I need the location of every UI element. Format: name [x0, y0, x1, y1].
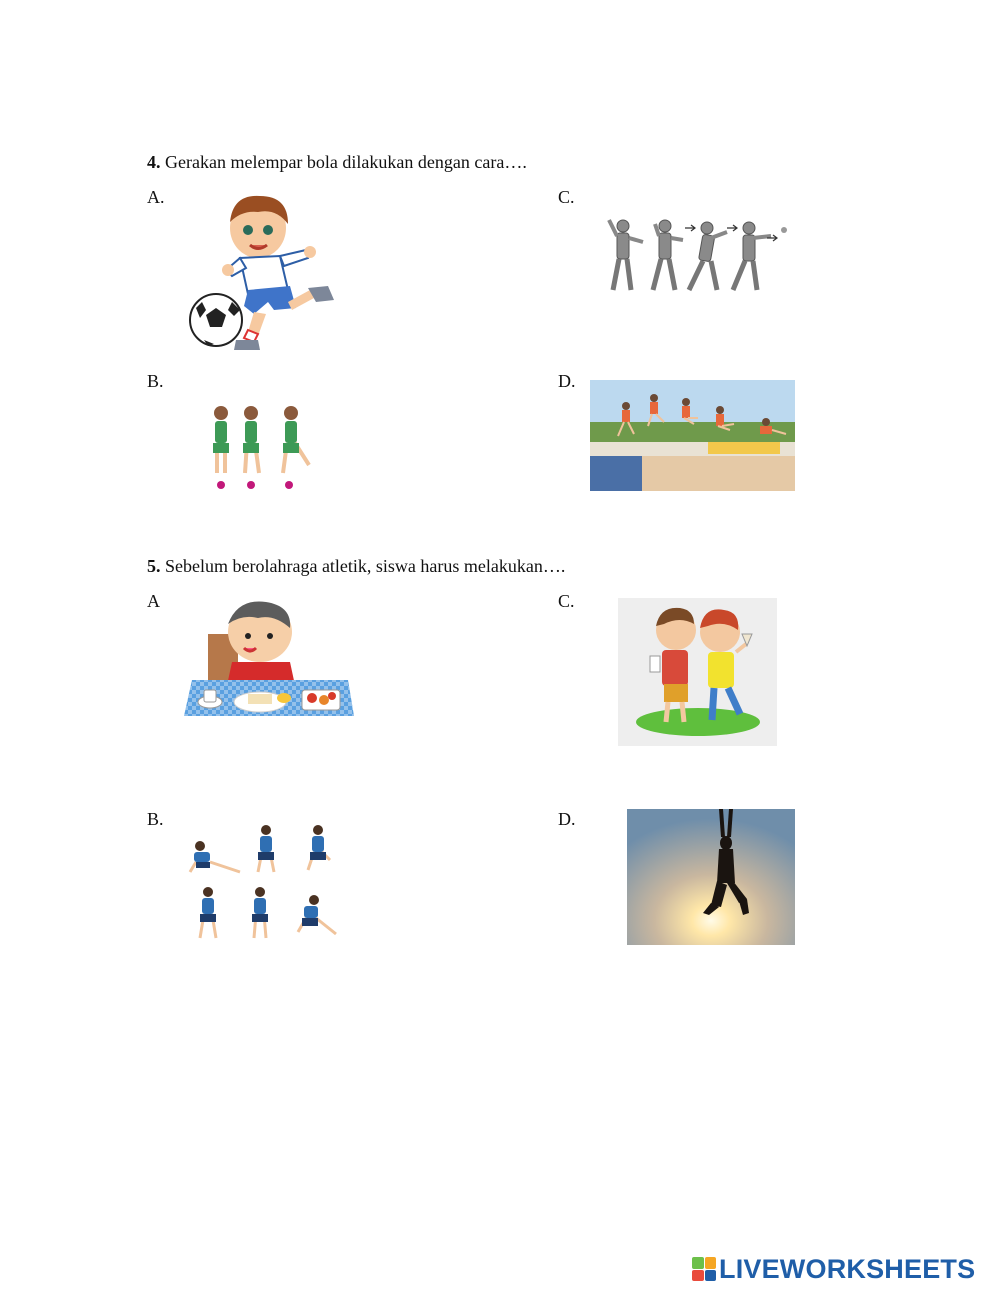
question-4-number: 4. — [147, 152, 161, 172]
q5-option-a-image[interactable] — [172, 598, 354, 724]
q5-option-c-image[interactable] — [618, 598, 777, 746]
q5-option-b-image[interactable] — [186, 822, 346, 946]
q4-option-b-label[interactable]: B. — [147, 371, 164, 391]
walking-steps-illustration — [203, 403, 321, 493]
jump-silhouette-illustration — [627, 809, 795, 945]
question-5 — [147, 556, 565, 577]
boy-eating-breakfast-illustration — [172, 598, 354, 724]
mark-cell-4 — [705, 1270, 717, 1282]
q5-option-d-label[interactable]: D. — [558, 809, 576, 829]
q4-option-d-image[interactable] — [590, 380, 795, 491]
question-5-number: 5. — [147, 556, 161, 576]
throwing-sequence-illustration — [603, 216, 788, 298]
stretching-exercises-illustration — [186, 822, 346, 946]
q5-option-d-image[interactable] — [627, 809, 795, 945]
q4-option-c-label[interactable]: C. — [558, 187, 575, 207]
mark-cell-2 — [705, 1257, 717, 1269]
mark-cell-3 — [692, 1270, 704, 1282]
q5-option-a-label[interactable]: A — [147, 591, 160, 611]
q5-option-c-label[interactable]: C. — [558, 591, 575, 611]
q4-option-a-label[interactable]: A. — [147, 187, 165, 207]
question-4 — [147, 152, 527, 173]
long-jump-illustration — [590, 380, 795, 491]
two-kids-drinking-illustration — [618, 598, 777, 746]
mark-cell-1 — [692, 1257, 704, 1269]
q4-option-a-image[interactable] — [188, 190, 340, 355]
question-5-text: Sebelum berolahraga atletik, siswa harus melakukan…. — [160, 556, 566, 576]
q4-option-b-image[interactable] — [203, 403, 321, 493]
q5-option-b-label[interactable]: B. — [147, 809, 164, 829]
liveworksheets-mark-icon — [692, 1257, 716, 1281]
question-4-text: Gerakan melempar bola dilakukan dengan cara…. — [160, 152, 527, 172]
q4-option-c-image[interactable] — [603, 216, 788, 298]
brand-text: LIVEWORKSHEETS — [719, 1253, 976, 1284]
boy-kicking-ball-illustration — [188, 190, 340, 355]
q4-option-d-label[interactable]: D. — [558, 371, 576, 391]
liveworksheets-logo — [692, 1254, 975, 1284]
